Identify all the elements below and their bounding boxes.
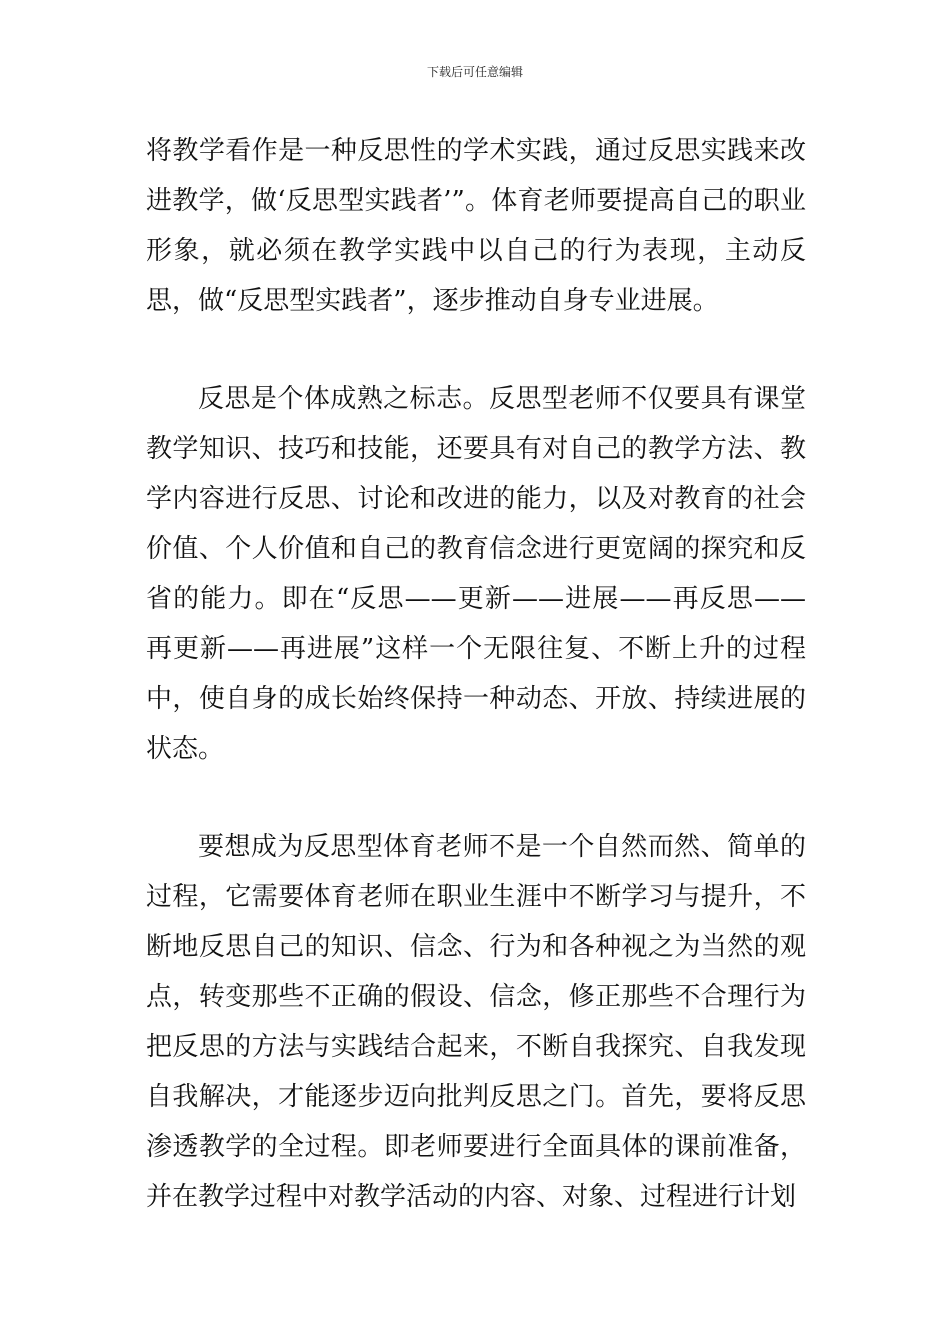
page-header: 下载后可任意编辑 <box>426 65 523 79</box>
paragraph-3: 要想成为反思型体育老师不是一个自然而然、简单的过程，它需要体育老师在职业生涯中不断学习与提升，不断地反思自己的知识、信念、行为和各种视之为当然的观点，转变那些不正确的假设、信念，修正那些不合理行为把反思的方法与实践结合起来，不断自我探究、自我发现自我解决，才能逐步迈向批判反思之门。首先，要将反思渗透教学的全过程。即老师要进行全面具体的课前准备，并在教学过程中对教学活动的内容、对象、过程进行计划 <box>146 832 806 1212</box>
paragraph-1: 将教学看作是一种反思性的学术实践，通过反思实践来改进教学，做‘反思型实践者’”。体育老师要提高自己的职业形象，就必须在教学实践中以自己的行为表现，主动反思，做“反思型实践者”，逐步推动自身专业进展。 <box>146 136 806 316</box>
paragraph-2: 反思是个体成熟之标志。反思型老师不仅要具有课堂教学知识、技巧和技能，还要具有对自己的教学方法、教学内容进行反思、讨论和改进的能力，以及对教育的社会价值、个人价值和自己的教育信念进行更宽阔的探究和反省的能力。即在“反思——更新——进展——再反思——再更新——再进展”这样一个无限往复、不断上升的过程中，使自身的成长始终保持一种动态、开放、持续进展的状态。 <box>146 384 806 764</box>
